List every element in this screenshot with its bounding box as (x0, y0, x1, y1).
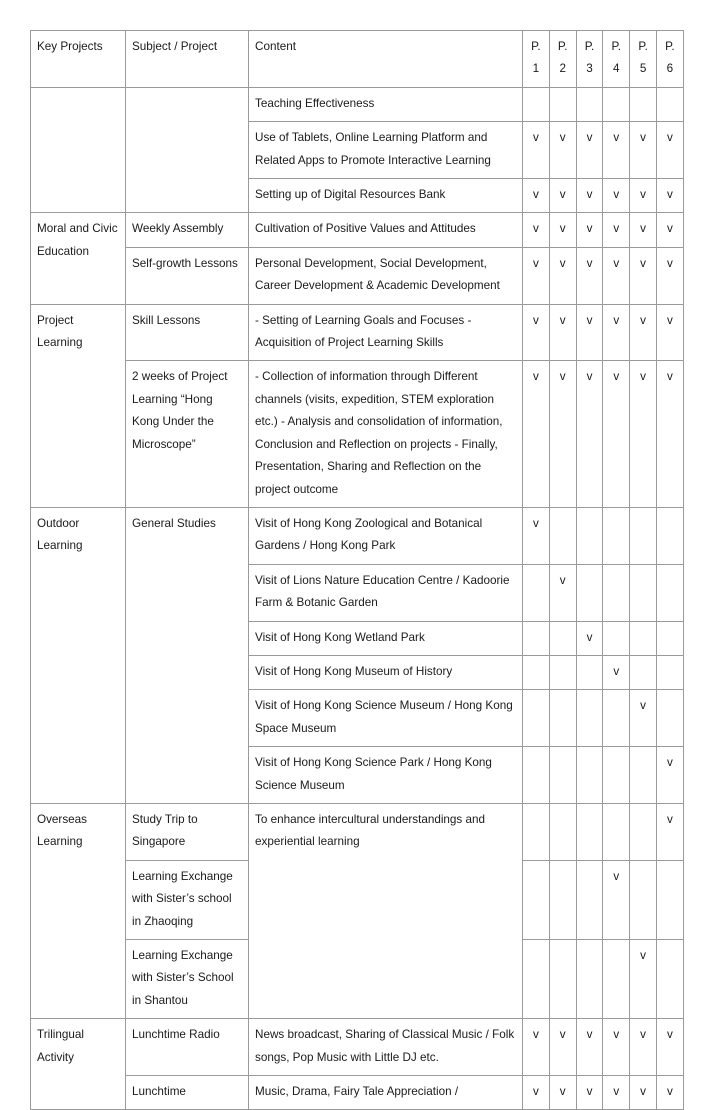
cell-mark-p4: v (603, 361, 630, 507)
cell-mark-p1: v (523, 361, 550, 507)
cell-content: - Setting of Learning Goals and Focuses - Acquisition of Project Learning Skills (249, 304, 523, 361)
cell-subject: Lunchtime (126, 1076, 249, 1110)
table-row (31, 247, 684, 304)
header-content: Content (249, 31, 523, 88)
cell-mark-p5: v (630, 179, 657, 213)
table-row (31, 304, 684, 361)
cell-key-trilingual-activity: Trilingual Activity (31, 1019, 126, 1110)
table-row (31, 1019, 684, 1076)
cell-mark-p5: v (630, 361, 657, 507)
cell-mark-p5 (630, 564, 657, 621)
cell-subject-blank (126, 87, 249, 213)
cell-content: Setting up of Digital Resources Bank (249, 179, 523, 213)
cell-mark-p4 (603, 940, 630, 1019)
cell-mark-p6: v (656, 213, 683, 247)
cell-mark-p2: v (549, 1076, 576, 1110)
cell-subject: Skill Lessons (126, 304, 249, 361)
cell-subject: Learning Exchange with Sister’s School in Shantou (126, 940, 249, 1019)
cell-content: Music, Drama, Fairy Tale Appreciation / (249, 1076, 523, 1110)
cell-mark-p6: v (656, 179, 683, 213)
cell-mark-p5 (630, 655, 657, 689)
table-row (31, 361, 684, 507)
key-projects-table (30, 30, 684, 1110)
cell-mark-p2 (549, 655, 576, 689)
cell-mark-p4: v (603, 1019, 630, 1076)
cell-mark-p2: v (549, 304, 576, 361)
header-subject-project: Subject / Project (126, 31, 249, 88)
cell-mark-p2 (549, 621, 576, 655)
cell-mark-p4: v (603, 179, 630, 213)
cell-mark-p5: v (630, 690, 657, 747)
cell-mark-p2: v (549, 213, 576, 247)
table-row (31, 507, 684, 564)
cell-mark-p6: v (656, 803, 683, 860)
cell-mark-p3: v (576, 179, 603, 213)
cell-mark-p5 (630, 860, 657, 939)
cell-mark-p6 (656, 940, 683, 1019)
cell-mark-p1 (523, 690, 550, 747)
cell-mark-p1: v (523, 304, 550, 361)
cell-content: Visit of Hong Kong Zoological and Botanical Gardens / Hong Kong Park (249, 507, 523, 564)
cell-mark-p3: v (576, 621, 603, 655)
cell-mark-p2 (549, 803, 576, 860)
cell-mark-p4 (603, 690, 630, 747)
cell-mark-p6: v (656, 361, 683, 507)
cell-mark-p3: v (576, 1076, 603, 1110)
cell-mark-p5: v (630, 940, 657, 1019)
header-grade-p2: P.2 (549, 31, 576, 88)
cell-mark-p1 (523, 87, 550, 121)
cell-mark-p4: v (603, 122, 630, 179)
cell-mark-p5: v (630, 304, 657, 361)
cell-content: Use of Tablets, Online Learning Platform and Related Apps to Promote Interactive Learning (249, 122, 523, 179)
table-header-row (31, 31, 684, 88)
cell-mark-p2: v (549, 564, 576, 621)
cell-mark-p6: v (656, 747, 683, 804)
cell-key-blank (31, 87, 126, 213)
cell-mark-p3 (576, 747, 603, 804)
cell-mark-p1 (523, 803, 550, 860)
cell-mark-p6 (656, 690, 683, 747)
cell-mark-p4: v (603, 1076, 630, 1110)
cell-mark-p2: v (549, 247, 576, 304)
cell-mark-p2: v (549, 1019, 576, 1076)
cell-mark-p4 (603, 621, 630, 655)
cell-mark-p5 (630, 747, 657, 804)
cell-mark-p6: v (656, 1076, 683, 1110)
cell-subject: Study Trip to Singapore (126, 803, 249, 860)
cell-mark-p1: v (523, 213, 550, 247)
cell-mark-p1 (523, 655, 550, 689)
cell-mark-p5: v (630, 213, 657, 247)
cell-mark-p3: v (576, 361, 603, 507)
cell-mark-p6: v (656, 1019, 683, 1076)
cell-mark-p3 (576, 507, 603, 564)
cell-content: Visit of Hong Kong Wetland Park (249, 621, 523, 655)
header-grade-p4: P.4 (603, 31, 630, 88)
cell-mark-p3 (576, 803, 603, 860)
header-key-projects: Key Projects (31, 31, 126, 88)
table-body (31, 31, 684, 1110)
cell-subject: Learning Exchange with Sister’s school in Zhaoqing (126, 860, 249, 939)
header-grade-p5: P.5 (630, 31, 657, 88)
cell-mark-p6 (656, 87, 683, 121)
cell-mark-p2 (549, 860, 576, 939)
cell-mark-p1 (523, 940, 550, 1019)
cell-key-moral-civic-education: Moral and Civic Education (31, 213, 126, 304)
cell-mark-p2 (549, 690, 576, 747)
cell-mark-p6 (656, 507, 683, 564)
cell-mark-p6: v (656, 247, 683, 304)
table-row (31, 213, 684, 247)
cell-mark-p3: v (576, 122, 603, 179)
cell-content: - Collection of information through Different channels (visits, expedition, STEM exploration etc.) - Analysis and consolidation of information, Conclusion and Reflection on projects - Finally, Presentation, Sharing and Reflection on the project outcome (249, 361, 523, 507)
cell-mark-p5 (630, 621, 657, 655)
header-grade-p3: P.3 (576, 31, 603, 88)
cell-mark-p5: v (630, 247, 657, 304)
table-row (31, 803, 684, 860)
cell-mark-p5: v (630, 1076, 657, 1110)
table-row (31, 1076, 684, 1110)
cell-mark-p4 (603, 507, 630, 564)
cell-mark-p2 (549, 940, 576, 1019)
cell-subject-general-studies: General Studies (126, 507, 249, 803)
cell-mark-p4 (603, 747, 630, 804)
cell-mark-p3: v (576, 1019, 603, 1076)
cell-mark-p3 (576, 690, 603, 747)
cell-mark-p4 (603, 803, 630, 860)
cell-mark-p4: v (603, 304, 630, 361)
cell-key-outdoor-learning: Outdoor Learning (31, 507, 126, 803)
cell-mark-p4 (603, 564, 630, 621)
cell-key-overseas-learning: Overseas Learning (31, 803, 126, 1018)
table-row (31, 87, 684, 121)
cell-mark-p6: v (656, 122, 683, 179)
cell-mark-p4: v (603, 247, 630, 304)
cell-mark-p5 (630, 507, 657, 564)
cell-mark-p3: v (576, 213, 603, 247)
cell-mark-p6 (656, 655, 683, 689)
cell-mark-p5 (630, 87, 657, 121)
cell-mark-p1: v (523, 1019, 550, 1076)
cell-mark-p1 (523, 860, 550, 939)
cell-mark-p4: v (603, 655, 630, 689)
cell-mark-p3: v (576, 304, 603, 361)
cell-mark-p6 (656, 621, 683, 655)
cell-mark-p3 (576, 87, 603, 121)
header-grade-p1: P.1 (523, 31, 550, 88)
cell-mark-p2 (549, 747, 576, 804)
cell-key-project-learning: Project Learning (31, 304, 126, 507)
cell-mark-p1: v (523, 1076, 550, 1110)
cell-mark-p3 (576, 940, 603, 1019)
header-grade-p6: P.6 (656, 31, 683, 88)
cell-mark-p2: v (549, 179, 576, 213)
cell-mark-p2 (549, 87, 576, 121)
cell-mark-p1: v (523, 507, 550, 564)
cell-mark-p5: v (630, 122, 657, 179)
cell-content: News broadcast, Sharing of Classical Music / Folk songs, Pop Music with Little DJ etc. (249, 1019, 523, 1076)
cell-subject: Weekly Assembly (126, 213, 249, 247)
cell-content: Teaching Effectiveness (249, 87, 523, 121)
cell-mark-p1 (523, 747, 550, 804)
cell-subject: Lunchtime Radio (126, 1019, 249, 1076)
cell-content: Cultivation of Positive Values and Attitudes (249, 213, 523, 247)
cell-content: Personal Development, Social Development, Career Development & Academic Development (249, 247, 523, 304)
cell-mark-p3 (576, 860, 603, 939)
cell-content-overseas: To enhance intercultural understandings and experiential learning (249, 803, 523, 1018)
cell-content: Visit of Hong Kong Museum of History (249, 655, 523, 689)
cell-mark-p1: v (523, 122, 550, 179)
cell-mark-p3: v (576, 247, 603, 304)
cell-mark-p4 (603, 87, 630, 121)
cell-subject: Self-growth Lessons (126, 247, 249, 304)
cell-mark-p5 (630, 803, 657, 860)
cell-mark-p5: v (630, 1019, 657, 1076)
cell-mark-p1: v (523, 179, 550, 213)
cell-subject: 2 weeks of Project Learning “Hong Kong Under the Microscope” (126, 361, 249, 507)
cell-mark-p1 (523, 621, 550, 655)
cell-content: Visit of Hong Kong Science Museum / Hong Kong Space Museum (249, 690, 523, 747)
cell-content: Visit of Lions Nature Education Centre / Kadoorie Farm & Botanic Garden (249, 564, 523, 621)
cell-content: Visit of Hong Kong Science Park / Hong Kong Science Museum (249, 747, 523, 804)
cell-mark-p4: v (603, 213, 630, 247)
cell-mark-p3 (576, 655, 603, 689)
cell-mark-p6 (656, 860, 683, 939)
cell-mark-p3 (576, 564, 603, 621)
cell-mark-p2: v (549, 361, 576, 507)
cell-mark-p6: v (656, 304, 683, 361)
cell-mark-p4: v (603, 860, 630, 939)
cell-mark-p6 (656, 564, 683, 621)
cell-mark-p1: v (523, 247, 550, 304)
cell-mark-p1 (523, 564, 550, 621)
cell-mark-p2 (549, 507, 576, 564)
cell-mark-p2: v (549, 122, 576, 179)
